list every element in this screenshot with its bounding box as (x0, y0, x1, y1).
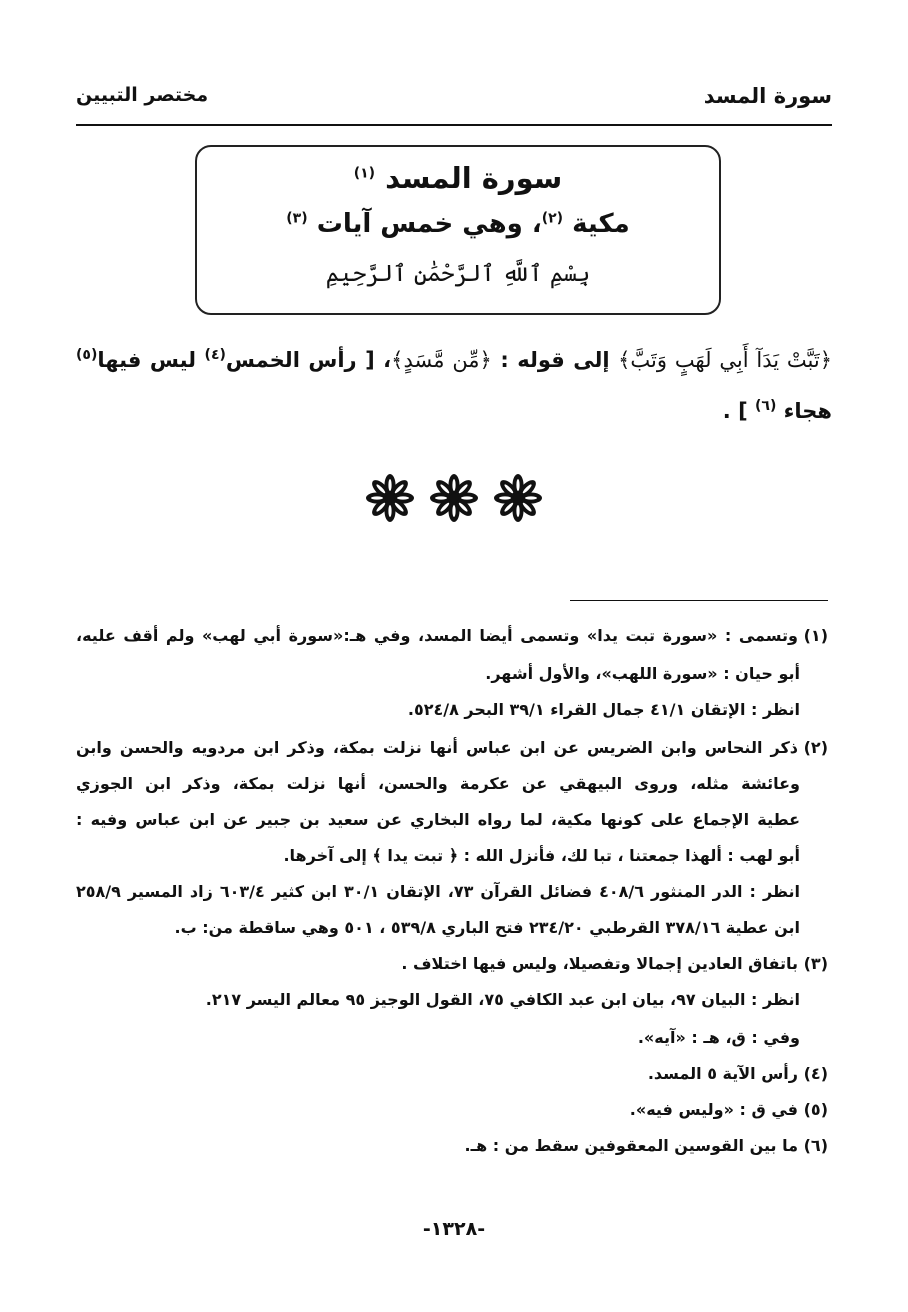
basmala: بِسْمِ ٱللَّهِ ٱلرَّحْمَٰنِ ٱلرَّحِيمِ (325, 261, 591, 287)
footnote-6 (465, 1134, 828, 1158)
flower-icon (494, 474, 542, 522)
footnote-number: (٣) (803, 954, 828, 973)
footnote-ref-3[interactable]: (٣) (286, 210, 308, 227)
footnote-number: (٦) (803, 1136, 828, 1155)
footnote-2-line-1 (76, 736, 828, 760)
footnote-1-line-1 (76, 624, 828, 648)
footnote-number: (٢) (803, 738, 828, 757)
footnote-2-line-3: عطية الإجماع على كونها مكية، لما رواه البخاري عن سعيد بن جبير عن ابن عباس وفيه : (76, 810, 800, 829)
header-rule (76, 124, 832, 126)
bracket-text: ، [ رأس الخمس (225, 348, 392, 372)
footnote-ref-6[interactable]: (٦) (755, 398, 777, 414)
surah-title (197, 161, 719, 195)
footnote-number: (١) (803, 626, 828, 645)
no-text: ليس فيها (97, 348, 197, 372)
footnote-ref-4[interactable]: (٤) (204, 347, 226, 363)
footnote-ref-5[interactable]: (٥) (76, 347, 98, 363)
footnote-3-line-3: وفي : ق، هـ : «آيه». (637, 1028, 800, 1047)
closing-text: ] . (722, 399, 748, 423)
footnote-number: (٤) (803, 1064, 828, 1083)
surah-title-box (195, 145, 721, 315)
verse-paragraph (76, 332, 832, 434)
footnote-text: في ق : «وليس فيه». (629, 1100, 798, 1119)
footnote-2-line-4: أبو لهب : ألهذا جمعتنا ، تبا لك، فأنزل الله : ﴿ تبت يدا ﴾ إلى آخرها. (283, 846, 800, 865)
footnote-ref-2[interactable]: (٢) (541, 210, 564, 227)
three-flower-ornament-icon (354, 468, 554, 528)
footnote-separator (570, 600, 828, 601)
footnote-3-line-1 (401, 952, 828, 976)
verse-end: ﴿مِّن مَّسَدٍ﴾ (391, 348, 492, 372)
footnote-ref-1[interactable]: (١) (353, 165, 376, 182)
footnote-text: رأس الآية ٥ المسد. (647, 1064, 798, 1083)
footnote-1-line-2: أبو حيان : «سورة اللهب»، والأول أشهر. (485, 664, 800, 683)
surah-title-text: سورة المسد (385, 161, 563, 195)
verse-start: ﴿تَبَّتْ يَدَآ أَبِي لَهَبٍ وَتَبَّ﴾ (618, 348, 833, 372)
footnote-number: (٥) (803, 1100, 828, 1119)
flower-icon (430, 474, 478, 522)
footnote-1-line-3: انظر : الإتقان ٤١/١ جمال القراء ٣٩/١ البحر ٥٢٤/٨. (407, 700, 800, 719)
verses-count-text: ، وهي خمس آيات (316, 209, 542, 239)
hija-text: هجاء (783, 399, 832, 423)
footnote-4 (648, 1062, 828, 1086)
footnote-text: ذكر النحاس وابن الضريس عن ابن عباس أنها نزلت بمكة، وذكر ابن مردويه والحسن وابن (76, 738, 798, 757)
header-surah-name: سورة المسد (703, 84, 832, 108)
footnote-text: ما بين القوسين المعقوفين سقط من : هـ. (464, 1136, 798, 1155)
footnote-text: باتفاق العادين إجمالا وتفصيلا، وليس فيها اختلاف . (401, 954, 798, 973)
running-header (76, 84, 832, 114)
footnote-text: وتسمى : «سورة تبت يدا» وتسمى أيضا المسد، وفي هـ:«سورة أبي لهب» ولم أقف عليه، (76, 626, 798, 645)
footnote-5 (630, 1098, 828, 1122)
surah-classification (197, 209, 719, 239)
footnote-2-line-6: ابن عطية ٣٧٨/١٦ القرطبي ٢٣٤/٢٠ فتح الباري ٥٣٩/٨ ، ٥٠١ وهي ساقطة من: ب. (174, 918, 800, 937)
flower-icon (366, 474, 414, 522)
makkiyya-text: مكية (572, 209, 630, 239)
footnote-3-line-2: انظر : البيان ٩٧، بيان ابن عبد الكافي ٧٥، القول الوجيز ٩٥ معالم اليسر ٢١٧. (205, 990, 800, 1009)
page-number: -١٣٢٨- (422, 1218, 486, 1240)
footnote-2-line-2: وعائشة مثله، وروى البيهقي عن عكرمة والحسن، أنها نزلت بمكة، وذكر ابن الجوزي (76, 774, 800, 793)
footnote-2-line-5: انظر : الدر المنثور ٤٠٨/٦ فضائل القرآن ٧٣، الإتقان ٣٠/١ ابن كثير ٦٠٣/٤ زاد المسير ٢٥٨/٩ (76, 882, 800, 901)
to-phrase: إلى قوله : (500, 348, 610, 372)
header-book-name: مختصر التبيين (76, 84, 209, 106)
